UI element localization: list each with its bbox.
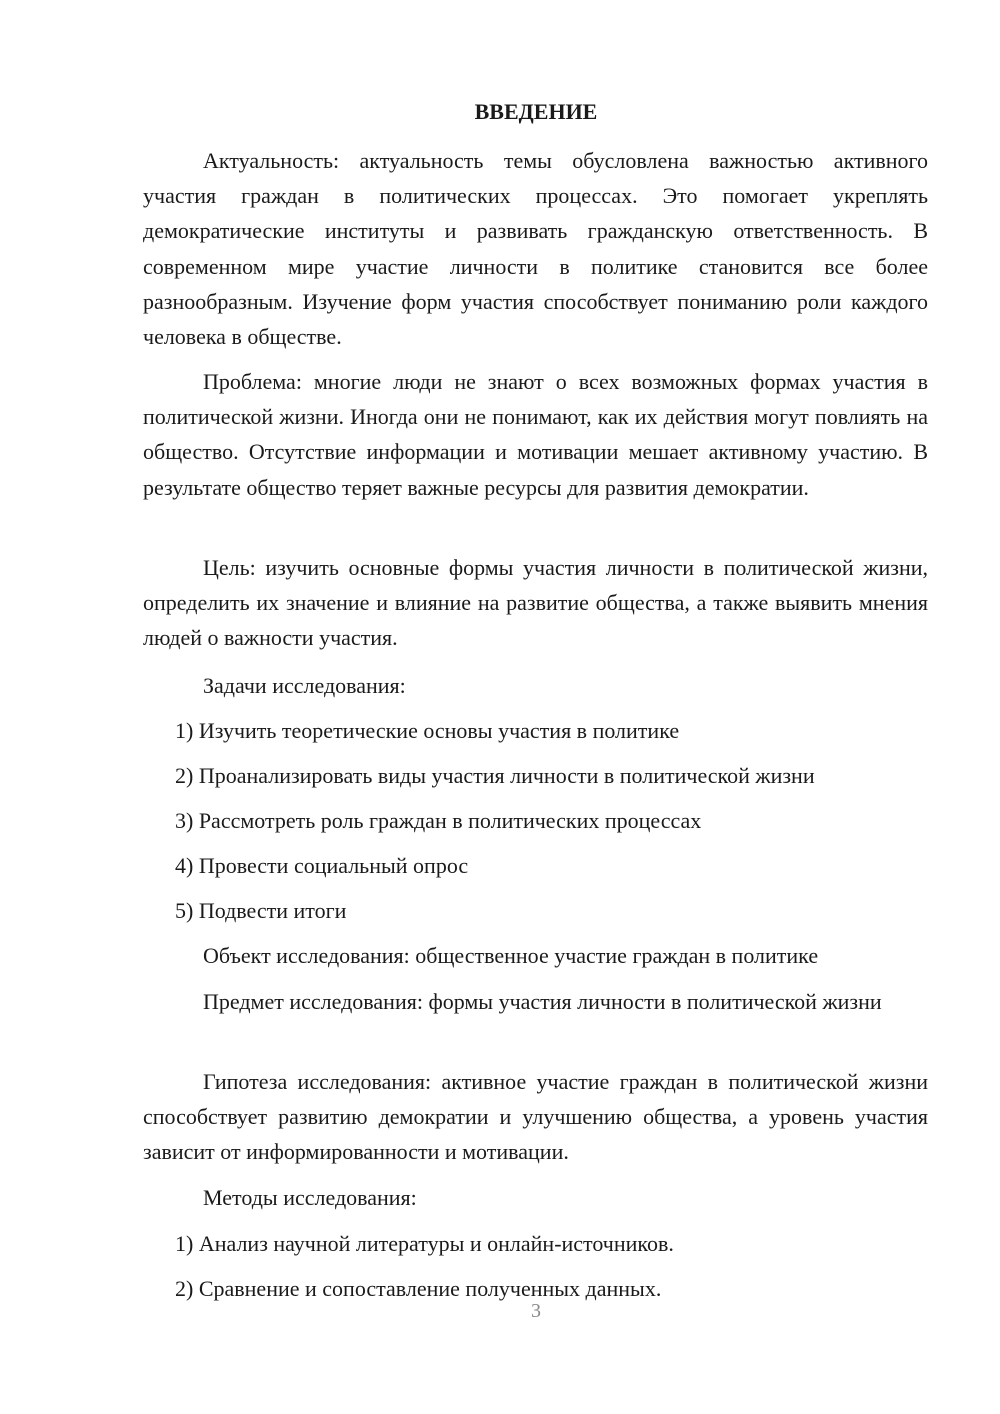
tasks-heading: Задачи исследования: <box>203 673 406 698</box>
task-item: 4) Провести социальный опрос <box>175 853 469 878</box>
methods-heading: Методы исследования: <box>203 1185 417 1210</box>
method-item: 2) Сравнение и сопоставление полученных данных. <box>175 1276 662 1301</box>
page-title: ВВЕДЕНИЕ <box>474 99 598 124</box>
subject-paragraph: Предмет исследования: формы участия личности в политической жизни <box>203 989 882 1014</box>
goal-paragraph: Цель: изучить основные формы участия личности в политической жизни, определить их значение и влияние на развитие общества, а также выявить мнения людей о важности участия. <box>143 555 928 651</box>
problem-paragraph: Проблема: многие люди не знают о всех возможных формах участия в политической жизни. Иногда они не понимают, как их действия могут повлиять на общество. Отсутствие информации и мотивации мешает активному участию. В результате общество теряет важные ресурсы для развития демократии. <box>143 369 928 500</box>
task-item: 5) Подвести итоги <box>175 898 347 923</box>
object-line: Объект исследования: общественное участие граждан в политике <box>203 943 819 968</box>
relevance-paragraph: Актуальность: актуальность темы обусловлена важностью активного участия граждан в политических процессах. Это помогает укреплять демократические институты и развивать гражданскую ответственность. В современном мире участие личности в политике становится все более разнообразным. Изучение форм участия способствует пониманию роли каждого человека в обществе. <box>143 148 928 350</box>
page-number: 3 <box>531 1300 541 1322</box>
method-item: 1) Анализ научной литературы и онлайн-источников. <box>175 1231 674 1256</box>
task-item: 1) Изучить теоретические основы участия в политике <box>175 718 680 743</box>
task-item: 2) Проанализировать виды участия личности в политической жизни <box>175 763 815 788</box>
hypothesis-paragraph: Гипотеза исследования: активное участие граждан в политической жизни способствует развитию демократии и улучшению общества, а уровень участия зависит от информированности и мотивации. <box>143 1069 928 1165</box>
task-item: 3) Рассмотреть роль граждан в политических процессах <box>175 808 702 833</box>
